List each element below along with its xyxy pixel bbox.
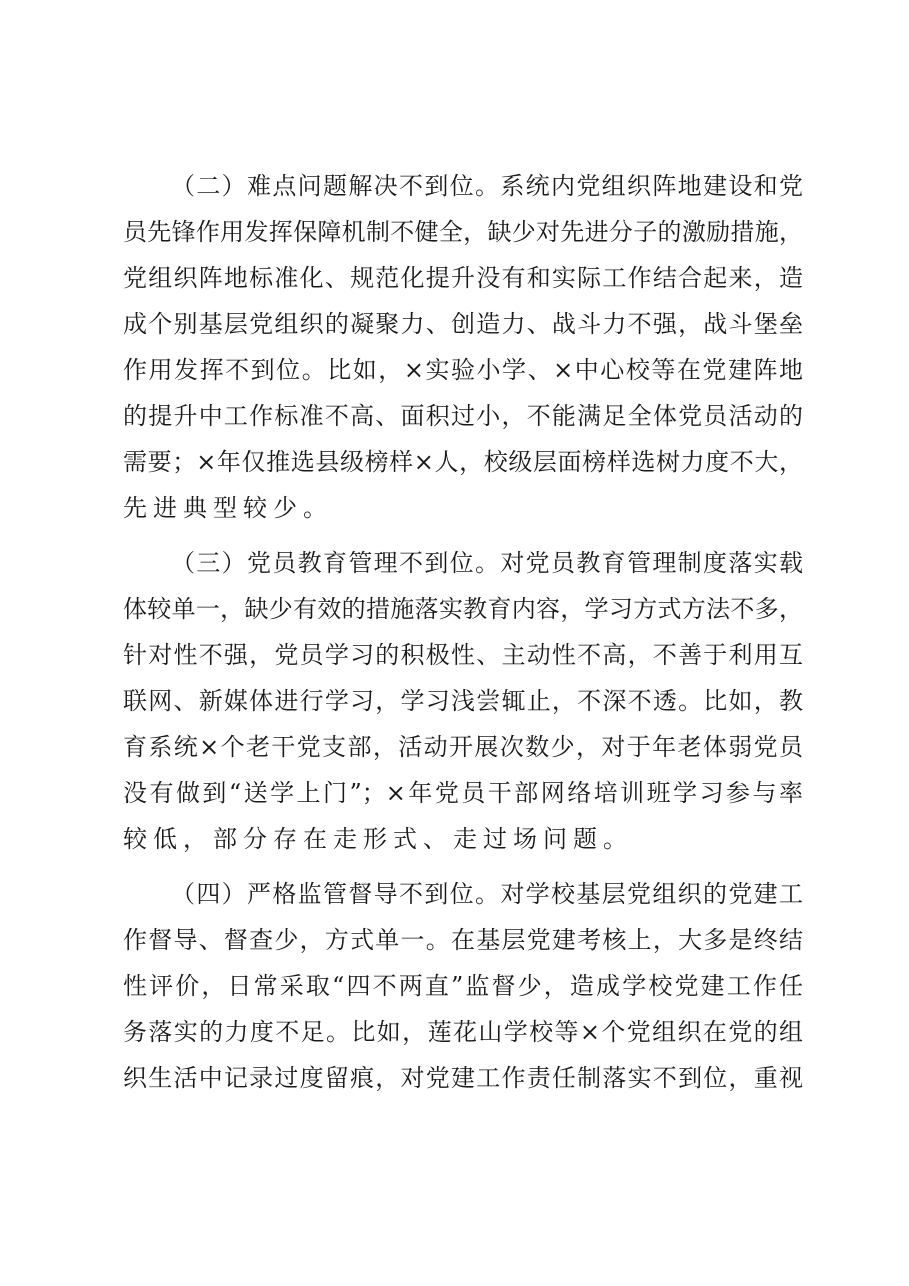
paragraph-3-line-4: 联网、新媒体进行学习，学习浅尝辄止，不深不透。比如，教 — [123, 687, 803, 715]
paragraph-2-line-4: 成个别基层党组织的凝聚力、创造力、战斗力不强，战斗堡垒 — [123, 310, 803, 338]
paragraph-3-line-3: 针对性不强，党员学习的积极性、主动性不高，不善于利用互 — [123, 641, 803, 669]
paragraph-3-line-6: 没有做到“送学上门”；×年党员干部网络培训班学习参与率 — [123, 779, 803, 807]
paragraph-2-line-5: 作用发挥不到位。比如，×实验小学、×中心校等在党建阵地 — [123, 356, 803, 384]
paragraph-3-line-2: 体较单一，缺少有效的措施落实教育内容，学习方式方法不多， — [123, 595, 803, 623]
paragraph-2-line-6: 的提升中工作标准不高、面积过小，不能满足全体党员活动的 — [123, 402, 803, 430]
paragraph-4-line-5: 织生活中记录过度留痕，对党建工作责任制落实不到位，重视 — [123, 1064, 803, 1092]
paragraph-2-line-7: 需要；×年仅推选县级榜样×人，校级层面榜样选树力度不大， — [123, 448, 803, 476]
paragraph-3-line-5: 育系统×个老干党支部，活动开展次数少，对于年老体弱党员 — [123, 733, 803, 761]
paragraph-2-line-3: 党组织阵地标准化、规范化提升没有和实际工作结合起来，造 — [123, 264, 803, 292]
paragraph-2-line-2: 员先锋作用发挥保障机制不健全，缺少对先进分子的激励措施， — [123, 218, 803, 246]
paragraph-3-line-1: （三）党员教育管理不到位。对党员教育管理制度落实载 — [171, 549, 803, 577]
paragraph-2-line-8: 先进典型较少。 — [123, 494, 333, 522]
paragraph-3-line-7: 较低，部分存在走形式、走过场问题。 — [123, 825, 633, 853]
paragraph-4-line-2: 作督导、督查少，方式单一。在基层党建考核上，大多是终结 — [123, 926, 803, 954]
paragraph-4-line-1: （四）严格监管督导不到位。对学校基层党组织的党建工 — [171, 880, 803, 908]
paragraph-4-line-3: 性评价，日常采取“四不两直”监督少，造成学校党建工作任 — [123, 972, 803, 1000]
paragraph-2-line-1: （二）难点问题解决不到位。系统内党组织阵地建设和党 — [171, 172, 803, 200]
paragraph-4-line-4: 务落实的力度不足。比如，莲花山学校等×个党组织在党的组 — [123, 1018, 803, 1046]
